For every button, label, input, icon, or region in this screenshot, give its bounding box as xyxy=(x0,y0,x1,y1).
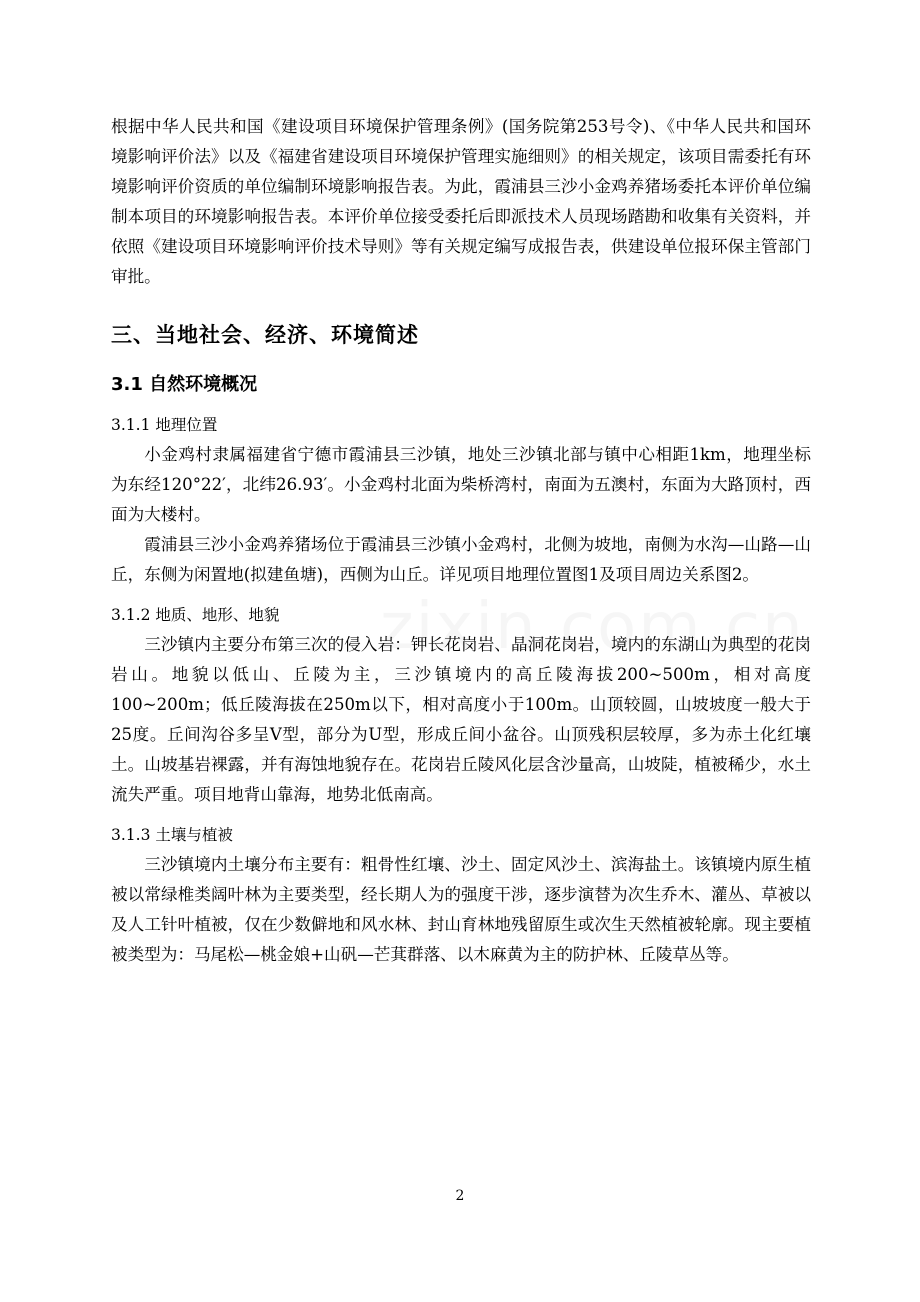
section-heading: 三、当地社会、经济、环境简述 xyxy=(111,323,419,347)
geology-paragraph: 三沙镇内主要分布第三次的侵入岩：钾长花岗岩、晶洞花岗岩，境内的东湖山为典型的花岗岩山。地貌以低山、丘陵为主，三沙镇境内的高丘陵海拔200~500m，相对高度100~200m；低丘陵海拔在250m以下，相对高度小于100m。山顶较圆，山坡坡度一般大于25度。丘间沟谷多呈V型，部分为U型，形成丘间小盆谷。山顶残积层较厚，多为赤土化红壤土。山坡基岩裸露，并有海蚀地貌存在。花岗岩丘陵风化层含沙量高，山坡陡，植被稀少，水土流失严重。项目地背山靠海，地势北低南高。 xyxy=(111,635,811,804)
subsection-heading: 3.1 自然环境概况 xyxy=(111,374,258,395)
soil-paragraph: 三沙镇境内土壤分布主要有：粗骨性红壤、沙土、固定风沙土、滨海盐土。该镇境内原生植被以常绿椎类阔叶林为主要类型，经长期人为的强度干涉，逐步演替为次生乔木、灌丛、草被以及人工针叶植被，仅在少数僻地和风水林、封山育林地残留原生或次生天然植被轮廓。现主要植被类型为：马尾松—桃金娘+山矾—芒萁群落、以木麻黄为主的防护林、丘陵草丛等。 xyxy=(111,855,811,964)
document-body xyxy=(111,112,811,970)
subsubsection-heading-location: 3.1.1 地理位置 xyxy=(111,416,218,434)
subsubsection-heading-geology: 3.1.2 地质、地形、地貌 xyxy=(111,606,280,624)
intro-paragraph: 根据中华人民共和国《建设项目环境保护管理条例》(国务院第253号令)、《中华人民共和国环境影响评价法》以及《福建省建设项目环境保护管理实施细则》的相关规定，该项目需委托有环境影响评价资质的单位编制环境影响报告表。为此，霞浦县三沙小金鸡养猪场委托本评价单位编制本项目的环境影响报告表。本评价单位接受委托后即派技术人员现场踏勘和收集有关资料，并依照《建设项目环境影响评价技术导则》等有关规定编写成报告表，供建设单位报环保主管部门审批。 xyxy=(111,117,811,286)
location-paragraph-2: 霞浦县三沙小金鸡养猪场位于霞浦县三沙镇小金鸡村，北侧为坡地，南侧为水沟—山路—山丘，东侧为闲置地(拟建鱼塘)，西侧为山丘。详见项目地理位置图1及项目周边关系图2。 xyxy=(111,535,811,584)
location-paragraph-1: 小金鸡村隶属福建省宁德市霞浦县三沙镇，地处三沙镇北部与镇中心相距1km，地理坐标为东经120°22′，北纬26.93′。小金鸡村北面为柴桥湾村，南面为五澳村，东面为大路顶村，西面为大楼村。 xyxy=(111,445,811,524)
subsubsection-heading-soil: 3.1.3 土壤与植被 xyxy=(111,826,233,844)
page-number: 2 xyxy=(455,1188,465,1204)
